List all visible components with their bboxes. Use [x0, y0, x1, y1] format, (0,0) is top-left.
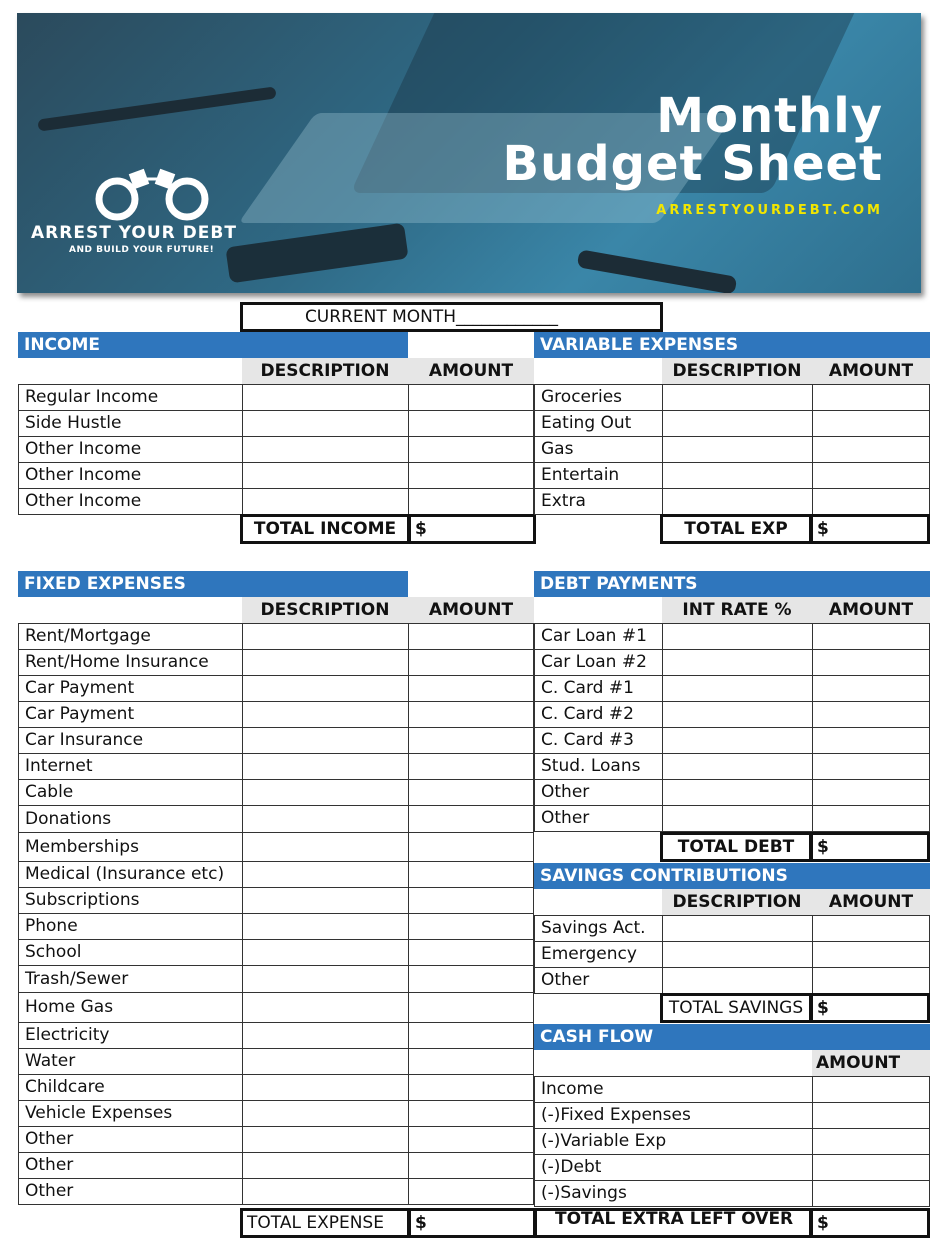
total-income-currency: $ — [415, 519, 427, 539]
fixed-amount-input[interactable] — [408, 701, 534, 728]
fixed-row-label: Car Payment — [25, 704, 135, 724]
variable-description-input[interactable] — [662, 410, 813, 437]
income-row-label-cell — [18, 462, 243, 489]
fixed-amount-input[interactable] — [408, 675, 534, 702]
fixed-description-input[interactable] — [242, 832, 409, 862]
fixed-row-label: School — [25, 942, 82, 962]
cashflow-amount-input[interactable] — [812, 1128, 930, 1155]
fixed-row-label-cell — [18, 805, 243, 833]
debt-col-amount: AMOUNT — [812, 597, 930, 623]
variable-row-label: Groceries — [541, 387, 623, 407]
cashflow-row-label-cell — [534, 1154, 813, 1181]
variable-description-input[interactable] — [662, 462, 813, 489]
debt-row-label: Stud. Loans — [541, 756, 641, 776]
debt-rate-input[interactable] — [662, 727, 813, 754]
fixed-description-input[interactable] — [242, 623, 409, 650]
cashflow-amount-input[interactable] — [812, 1102, 930, 1129]
savings-row-label-cell — [534, 915, 663, 942]
variable-col-amount: AMOUNT — [812, 358, 930, 384]
debt-row-label: Other — [541, 808, 590, 828]
fixed-row-label-cell — [18, 913, 243, 940]
handcuffs-icon — [87, 163, 217, 223]
fixed-amount-input[interactable] — [408, 965, 534, 993]
variable-row-label-cell — [534, 462, 663, 489]
income-row-label-cell — [18, 436, 243, 463]
fixed-row-label-cell — [18, 1074, 243, 1101]
fixed-row-label: Donations — [25, 808, 112, 829]
total-debt-label-box — [660, 832, 812, 862]
fixed-amount-input[interactable] — [408, 1126, 534, 1153]
fixed-row-label: Memberships — [25, 836, 139, 857]
savings-description-input[interactable] — [662, 941, 813, 968]
cashflow-row-label: (-)Fixed Expenses — [541, 1105, 691, 1125]
fixed-description-input[interactable] — [242, 939, 409, 966]
fixed-description-input[interactable] — [242, 779, 409, 806]
income-row-label: Side Hustle — [25, 413, 122, 433]
fixed-row-label: Medical (Insurance etc) — [25, 864, 225, 884]
savings-description-input[interactable] — [662, 915, 813, 942]
savings-amount-input[interactable] — [812, 915, 930, 942]
fixed-row-label-cell — [18, 1178, 243, 1205]
income-amount-input[interactable] — [408, 384, 534, 411]
fixed-row-label: Other — [25, 1181, 74, 1201]
debt-rate-input[interactable] — [662, 623, 813, 650]
fixed-row-label: Water — [25, 1051, 76, 1071]
fixed-expenses-header: FIXED EXPENSES — [18, 571, 408, 597]
debt-rate-input[interactable] — [662, 675, 813, 702]
logo-tagline: AND BUILD YOUR FUTURE! — [69, 245, 215, 255]
fixed-row-label-cell — [18, 1100, 243, 1127]
total-debt-currency: $ — [817, 837, 829, 857]
debt-payments-header: DEBT PAYMENTS — [534, 571, 930, 597]
fixed-amount-input[interactable] — [408, 861, 534, 888]
debt-row-label-cell — [534, 779, 663, 806]
debt-row-label-cell — [534, 701, 663, 728]
income-row-label: Other Income — [25, 465, 142, 485]
header-banner — [17, 13, 921, 293]
total-expense-currency: $ — [415, 1213, 427, 1233]
total-exp-value[interactable] — [810, 514, 930, 544]
total-exp-label: TOTAL EXP — [684, 519, 788, 539]
fixed-amount-input[interactable] — [408, 1178, 534, 1205]
debt-amount-input[interactable] — [812, 701, 930, 728]
fixed-row-label-cell — [18, 727, 243, 754]
savings-row-label-cell — [534, 967, 663, 994]
fixed-row-label-cell — [18, 861, 243, 888]
variable-amount-input[interactable] — [812, 462, 930, 489]
fixed-amount-input[interactable] — [408, 939, 534, 966]
fixed-row-label-cell — [18, 623, 243, 650]
fixed-amount-input[interactable] — [408, 992, 534, 1023]
debt-amount-input[interactable] — [812, 779, 930, 806]
cashflow-row-label: (-)Savings — [541, 1183, 627, 1203]
variable-col-description: DESCRIPTION — [662, 358, 812, 384]
fixed-col-amount: AMOUNT — [408, 597, 534, 623]
fixed-row-label: Electricity — [25, 1025, 110, 1045]
fixed-col-description: DESCRIPTION — [242, 597, 408, 623]
fixed-amount-input[interactable] — [408, 913, 534, 940]
fixed-row-label: Car Insurance — [25, 730, 144, 750]
title-line-2: Budget Sheet — [502, 136, 883, 192]
income-row-label: Other Income — [25, 491, 142, 511]
total-income-label-box — [240, 514, 410, 544]
fixed-row-label-cell — [18, 887, 243, 914]
current-month-box[interactable] — [240, 302, 663, 332]
fixed-row-label-cell — [18, 753, 243, 780]
savings-row-label: Emergency — [541, 944, 637, 964]
debt-amount-input[interactable] — [812, 623, 930, 650]
fixed-description-input[interactable] — [242, 1178, 409, 1205]
fixed-row-label-cell — [18, 939, 243, 966]
debt-row-label-cell — [534, 675, 663, 702]
variable-description-input[interactable] — [662, 384, 813, 411]
cashflow-amount-input[interactable] — [812, 1076, 930, 1103]
total-exp-currency: $ — [817, 519, 829, 539]
variable-expenses-header: VARIABLE EXPENSES — [534, 332, 930, 358]
fixed-amount-input[interactable] — [408, 753, 534, 780]
debt-rate-input[interactable] — [662, 649, 813, 676]
variable-amount-input[interactable] — [812, 488, 930, 515]
savings-row-label: Other — [541, 970, 590, 990]
fixed-amount-input[interactable] — [408, 649, 534, 676]
savings-col-amount: AMOUNT — [812, 889, 930, 915]
income-description-input[interactable] — [242, 384, 409, 411]
fixed-row-label-cell — [18, 1126, 243, 1153]
fixed-amount-input[interactable] — [408, 1022, 534, 1049]
income-amount-input[interactable] — [408, 488, 534, 515]
variable-description-input[interactable] — [662, 488, 813, 515]
total-expense-value[interactable] — [408, 1208, 536, 1238]
total-extra-value[interactable] — [810, 1208, 930, 1238]
debt-row-label: Other — [541, 782, 590, 802]
debt-col-rate: INT RATE % — [662, 597, 812, 623]
total-exp-label-box — [660, 514, 812, 544]
income-row-label: Other Income — [25, 439, 142, 459]
fixed-row-label-cell — [18, 1048, 243, 1075]
fixed-row-label: Internet — [25, 756, 93, 776]
fixed-row-label: Rent/Mortgage — [25, 626, 151, 646]
total-expense-label: TOTAL EXPENSE — [247, 1213, 384, 1233]
debt-rate-input[interactable] — [662, 753, 813, 780]
variable-row-label-cell — [534, 488, 663, 515]
debt-rate-input[interactable] — [662, 779, 813, 806]
fixed-row-label-cell — [18, 992, 243, 1023]
logo-text: ARREST YOUR DEBT — [31, 223, 237, 243]
debt-row-label-cell — [534, 753, 663, 780]
fixed-row-label-cell — [18, 965, 243, 993]
fixed-row-label: Phone — [25, 916, 78, 936]
savings-description-input[interactable] — [662, 967, 813, 994]
variable-amount-input[interactable] — [812, 436, 930, 463]
total-expense-label-box — [240, 1208, 410, 1238]
fixed-amount-input[interactable] — [408, 1048, 534, 1075]
income-row-label-cell — [18, 410, 243, 437]
fixed-row-label-cell — [18, 675, 243, 702]
fixed-description-input[interactable] — [242, 649, 409, 676]
income-description-input[interactable] — [242, 462, 409, 489]
fixed-amount-input[interactable] — [408, 1152, 534, 1179]
fixed-description-input[interactable] — [242, 1152, 409, 1179]
fixed-description-input[interactable] — [242, 701, 409, 728]
total-extra-label: TOTAL EXTRA LEFT OVER — [555, 1209, 794, 1229]
fixed-row-label: Trash/Sewer — [25, 968, 129, 989]
fixed-amount-input[interactable] — [408, 832, 534, 862]
debt-row-label-cell — [534, 649, 663, 676]
fixed-row-label: Other — [25, 1155, 74, 1175]
fixed-description-input[interactable] — [242, 727, 409, 754]
fixed-row-label-cell — [18, 779, 243, 806]
fixed-amount-input[interactable] — [408, 1100, 534, 1127]
cashflow-row-label-cell — [534, 1076, 813, 1103]
debt-row-label: C. Card #3 — [541, 730, 634, 750]
fixed-row-label: Vehicle Expenses — [25, 1103, 173, 1123]
debt-row-label: Car Loan #2 — [541, 652, 647, 672]
fixed-row-label: Subscriptions — [25, 890, 140, 910]
total-savings-value[interactable] — [810, 993, 930, 1023]
debt-row-label: C. Card #2 — [541, 704, 634, 724]
cashflow-row-label: (-)Variable Exp — [541, 1131, 667, 1151]
pen-image-2 — [577, 249, 738, 293]
income-amount-input[interactable] — [408, 462, 534, 489]
variable-row-label: Extra — [541, 491, 586, 511]
total-income-value[interactable] — [408, 514, 536, 544]
total-savings-label: TOTAL SAVINGS — [668, 998, 804, 1018]
fixed-description-input[interactable] — [242, 1022, 409, 1049]
total-income-label: TOTAL INCOME — [253, 519, 397, 539]
fixed-description-input[interactable] — [242, 675, 409, 702]
variable-description-input[interactable] — [662, 436, 813, 463]
pen-image — [37, 86, 276, 131]
income-description-input[interactable] — [242, 488, 409, 515]
savings-col-description: DESCRIPTION — [662, 889, 812, 915]
savings-row-label-cell — [534, 941, 663, 968]
debt-row-label: C. Card #1 — [541, 678, 634, 698]
cashflow-row-label: (-)Debt — [541, 1157, 602, 1177]
fixed-description-input[interactable] — [242, 861, 409, 888]
variable-row-label-cell — [534, 410, 663, 437]
variable-row-label-cell — [534, 384, 663, 411]
income-description-input[interactable] — [242, 410, 409, 437]
cashflow-row-label-cell — [534, 1102, 813, 1129]
variable-row-label: Gas — [541, 439, 574, 459]
fixed-row-label: Home Gas — [25, 997, 114, 1017]
debt-rate-input[interactable] — [662, 701, 813, 728]
fixed-row-label-cell — [18, 832, 243, 862]
income-description-input[interactable] — [242, 436, 409, 463]
website-url: ARRESTYOURDEBT.COM — [656, 203, 883, 218]
total-savings-currency: $ — [817, 998, 829, 1018]
fixed-row-label-cell — [18, 1022, 243, 1049]
cashflow-row-label: Income — [541, 1079, 604, 1099]
variable-amount-input[interactable] — [812, 410, 930, 437]
fixed-description-input[interactable] — [242, 753, 409, 780]
fixed-amount-input[interactable] — [408, 623, 534, 650]
fixed-description-input[interactable] — [242, 1074, 409, 1101]
fixed-description-input[interactable] — [242, 1126, 409, 1153]
debt-amount-input[interactable] — [812, 675, 930, 702]
income-col-amount: AMOUNT — [408, 358, 534, 384]
variable-row-label: Entertain — [541, 465, 620, 485]
fixed-row-label-cell — [18, 701, 243, 728]
fixed-description-input[interactable] — [242, 992, 409, 1023]
fixed-row-label: Car Payment — [25, 678, 135, 698]
income-amount-input[interactable] — [408, 410, 534, 437]
fixed-row-label: Other — [25, 1129, 74, 1149]
fixed-row-label-cell — [18, 649, 243, 676]
fixed-description-input[interactable] — [242, 965, 409, 993]
fixed-amount-input[interactable] — [408, 727, 534, 754]
total-debt-value[interactable] — [810, 832, 930, 862]
fixed-description-input[interactable] — [242, 805, 409, 833]
income-row-label-cell — [18, 384, 243, 411]
fixed-row-label-cell — [18, 1152, 243, 1179]
debt-amount-input[interactable] — [812, 649, 930, 676]
fixed-amount-input[interactable] — [408, 1074, 534, 1101]
fixed-description-input[interactable] — [242, 1100, 409, 1127]
fixed-description-input[interactable] — [242, 913, 409, 940]
income-row-label-cell — [18, 488, 243, 515]
savings-amount-input[interactable] — [812, 941, 930, 968]
variable-amount-input[interactable] — [812, 384, 930, 411]
income-header: INCOME — [18, 332, 408, 358]
current-month-label: CURRENT MONTH____________ — [304, 307, 559, 327]
debt-amount-input[interactable] — [812, 753, 930, 780]
income-row-label: Regular Income — [25, 387, 159, 407]
cash-flow-header: CASH FLOW — [534, 1024, 930, 1050]
cashflow-amount-input[interactable] — [812, 1154, 930, 1181]
total-debt-label: TOTAL DEBT — [677, 837, 795, 857]
fixed-row-label: Cable — [25, 782, 74, 802]
cashflow-amount-input[interactable] — [812, 1180, 930, 1207]
cashflow-row-label-cell — [534, 1128, 813, 1155]
total-extra-label-box — [534, 1208, 812, 1238]
cashflow-row-label-cell — [534, 1180, 813, 1207]
debt-rate-input[interactable] — [662, 805, 813, 832]
income-col-description: DESCRIPTION — [242, 358, 408, 384]
debt-row-label-cell — [534, 805, 663, 832]
total-savings-label-box — [660, 993, 812, 1023]
variable-row-label-cell — [534, 436, 663, 463]
fixed-amount-input[interactable] — [408, 805, 534, 833]
savings-header: SAVINGS CONTRIBUTIONS — [534, 863, 930, 889]
variable-row-label: Eating Out — [541, 413, 632, 433]
fixed-description-input[interactable] — [242, 887, 409, 914]
debt-amount-input[interactable] — [812, 805, 930, 832]
cashflow-col-amount: AMOUNT — [812, 1050, 930, 1076]
fixed-amount-input[interactable] — [408, 779, 534, 806]
total-extra-currency: $ — [817, 1213, 829, 1233]
savings-row-label: Savings Act. — [541, 918, 646, 938]
income-amount-input[interactable] — [408, 436, 534, 463]
fixed-row-label: Childcare — [25, 1077, 105, 1097]
title-line-1: Monthly — [656, 88, 883, 144]
savings-amount-input[interactable] — [812, 967, 930, 994]
fixed-row-label: Rent/Home Insurance — [25, 652, 209, 672]
debt-row-label-cell — [534, 727, 663, 754]
debt-row-label: Car Loan #1 — [541, 626, 647, 646]
debt-row-label-cell — [534, 623, 663, 650]
fixed-description-input[interactable] — [242, 1048, 409, 1075]
fixed-amount-input[interactable] — [408, 887, 534, 914]
debt-amount-input[interactable] — [812, 727, 930, 754]
phone-image — [225, 223, 408, 284]
